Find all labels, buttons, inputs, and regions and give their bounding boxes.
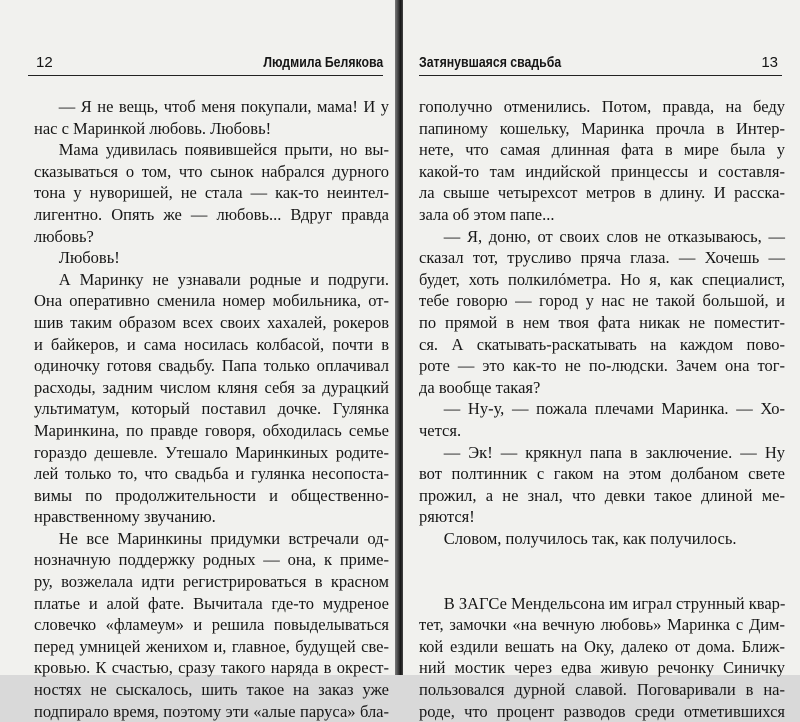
right-page-number: 13 [761,54,778,71]
text-line: нас с Маринкой любовь. Любовь! [34,118,272,138]
text-line: словечко «фламеум» и решила повыделываться [34,615,389,635]
text-line: и байкеров, и сама носилась колбасой, почти в [34,334,389,354]
text-line: любовь? [34,226,94,246]
text-line: Мама удивилась появившейся прыти, но вы- [34,140,389,160]
text-line: В ЗАГСе Мендельсона им играл струнный квар- [419,593,786,613]
text-line: кровью. К счастью, сразу такого наряда в окрест- [34,658,389,678]
text-line: — Эк! — крякнул папа в заключение. — Ну [419,442,785,462]
text-line: лей только то, что свадьба и гулянка несопоста- [34,464,389,484]
text-line: чется. [419,420,462,440]
left-page [0,0,397,721]
left-page-number: 12 [36,54,53,71]
text-line: — Я, доню, от своих слов не отказываюсь, — [419,226,785,246]
text-line: зала об этом папе... [419,204,555,224]
text-line: тебе говорю — город у нас не такой большой, и [419,291,785,311]
text-line: ся. А скатывать-раскатывать на каждом пово- [419,334,785,354]
text-line: Не все Маринкины придумки встречали од- [34,528,389,548]
text-line: кой ездили вешать на Оку, далеко от дома. Ближ- [419,636,785,656]
section-break [419,571,785,593]
text-line: роте — это как-то не по-людски. Зачем она тог- [419,356,785,376]
text-line: — Я не вещь, чтоб меня покупали, мама! И у [34,97,389,116]
left-page-header [28,53,383,76]
text-line: расходы, задним числом кляня себя за дурацкий [34,377,389,397]
text-line: нозначную поддержку родных — она, к приме- [34,550,389,570]
text-line: А Маринку не узнавали родные и подруги. [34,269,389,289]
right-page [403,0,800,721]
text-line: лигентно. Опять же — любовь... Вдруг правда [34,204,389,224]
text-line: ностях не сыскалось, шить такое на заказ уже [34,680,389,700]
text-line: Словом, получилось так, как получилось. [419,528,737,548]
left-page-text [34,96,389,722]
text-line: папиному кошельку, Маринка прочла в Интер- [419,118,785,138]
text-line: пользовался дурной славой. Поговаривали в на- [419,680,785,700]
section-break [419,549,785,571]
text-line: вимы по продолжительности и общественно- [34,485,389,505]
text-line: платье и алой фате. Вычитала где-то мудреное [34,593,389,613]
text-line: по прямой в нем твоя фата никак не поместит- [419,312,785,332]
text-line: ру, возжелала идти регистрироваться в красном [34,572,389,592]
text-line: сказал тот, трусливо пряча глаза. — Хочешь — [419,248,785,268]
right-running-title: Затянувшаяся свадьба [419,54,562,71]
text-line: тона у нуворишей, не стала — как-то неинтел- [34,183,389,203]
text-line: нете, что самая длинная фата в мире была у [419,140,785,160]
right-page-text [419,96,785,722]
text-line: роде, что процент разводов среди отметившихся [419,701,785,721]
text-line: гораздо дешевле. Утешало Маринкиных родите- [34,442,389,462]
text-line: ряются! [419,507,475,527]
left-running-title: Людмила Белякова [263,54,383,71]
text-line: вот полтинник с гаком на этом долбаном свете [419,464,785,484]
text-line: одиночку готовя свадьбу. Папа только оплачивал [34,356,389,376]
text-line: нравственному звучанию. [34,507,216,527]
text-line: подпирало время, поэтому эти «алые паруса» бла- [34,701,389,721]
text-line: будет, хоть полкилóметра. Но я, как специалист, [419,269,785,289]
text-line: Маринкина, по правде говоря, обходилась семье [34,420,389,440]
text-line: перед умницей женихом и, главное, будущей све- [34,636,389,656]
text-line: — Ну-у, — пожала плечами Маринка. — Хо- [419,399,785,419]
text-line: Любовь! [34,248,120,268]
text-line: да вообще такая? [419,377,541,397]
text-line: ла свыше четырехсот метров в длину. И расска- [419,183,785,203]
right-page-header [419,53,782,76]
text-line: тет, замочки «на вечную любовь» Маринка с Дим- [419,615,785,635]
text-line: сказываться о том, что сынок набрался дурного [34,161,389,181]
text-line: ультиматум, который поставил дочке. Гулянка [34,399,389,419]
text-line: ний мостик через едва живую речонку Синичку [419,658,785,678]
text-line: какой-то там индийской принцессы и составля- [419,161,785,181]
text-line: гополучно отменились. Потом, правда, на беду [419,97,785,116]
text-line: Она оперативно сменила номер мобильника, от- [34,291,389,311]
text-line: шив таким образом всех своих хахалей, рокеров [34,312,389,332]
text-line: прожил, а не знал, что девки такое длиной ме- [419,485,785,505]
